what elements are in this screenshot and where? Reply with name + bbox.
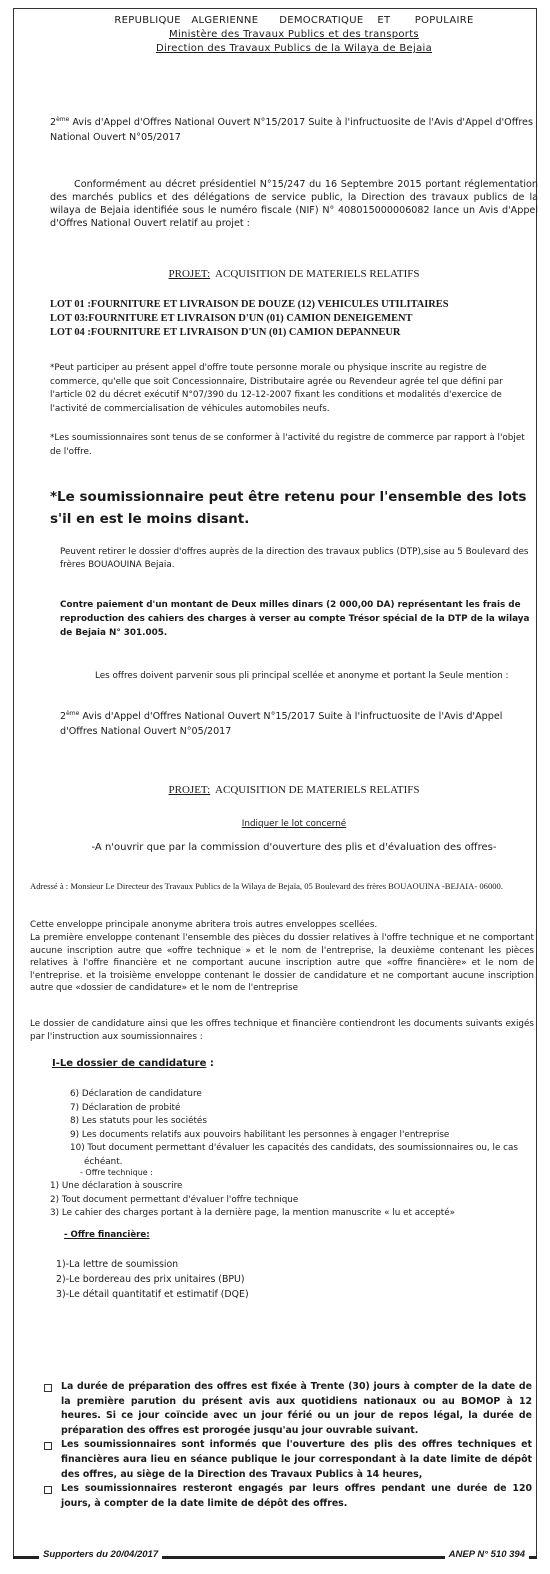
- list-item: 1) Une déclaration à souscrire: [50, 1181, 183, 1191]
- projet-title-2: PROJET: ACQUISITION DE MATERIELS RELATIFS: [168, 784, 420, 796]
- list-item: 1)-La lettre de soumission: [56, 1259, 179, 1270]
- list-item: 6) Déclaration de candidature: [70, 1089, 202, 1099]
- participation-paragraph: *Peut participer au présent appel d'offre toute personne morale ou physique inscrite au registre de commerce, qu'elle que soit Concessionnaire, Distributaire agrée ou Revendeur agrée tel que défini par l'article 02 du décret exécutif N°07/390 du 12-12-2007 fixant les conditions et modalités d'exercice de l'activité de commercialisation de véhicules automobiles neufs.: [50, 363, 503, 414]
- lot-item: LOT 04 :FOURNITURE ET LIVRAISON D'UN (01) CAMION DEPANNEUR: [50, 327, 401, 338]
- enveloppe-line-1: Cette enveloppe principale anonyme abritera trois autres enveloppes scellées.: [30, 920, 378, 930]
- candidature-title: I-Le dossier de candidature :: [52, 1058, 214, 1069]
- page-border: [13, 8, 537, 1558]
- checkbox-bullet-icon: [44, 1384, 52, 1392]
- list-item: 10) Tout document permettant d'évaluer les capacités des candidats, des soumissionnaires ou, le cas échéant.: [70, 1143, 518, 1167]
- list-item: 9) Les documents relatifs aux pouvoirs habilitant les personnes à engager l'entreprise: [70, 1129, 450, 1140]
- avis-title-2: 2ème Avis d'Appel d'Offres National Ouvert N°15/2017 Suite à l'infructuosite de l'Avis d'Appel d'Offres National Ouvert N°05/2017: [60, 710, 503, 738]
- paiement-paragraph: Contre paiement d'un montant de Deux milles dinars (2 000,00 DA) représentant les frais de reproduction des cahiers des charges à verser au compte Trésor spécial de la DTP de la wilaya de Bejaia N° 301.005.: [60, 600, 530, 638]
- candidature-list: [70, 1088, 532, 1169]
- lot-item: LOT 01 :FOURNITURE ET LIVRAISON DE DOUZE (12) VEHICULES UTILITAIRES: [50, 299, 449, 310]
- dossier-intro: Le dossier de candidature ainsi que les offres technique et financière contiendront les documents suivants exigés par l'instruction aux soumissionnaires :: [30, 1019, 534, 1042]
- intro-paragraph: Conformément au décret présidentiel N°15/247 du 16 Septembre 2015 portant réglementation des marchés publics et des délégations de service public, la Direction des travaux publics de la wilaya de Bejaia identifiée sous le numéro fiscale (NIF) N° 408015000006082 lance un Avis d'Appel d'Offres National Ouvert relatif au projet :: [50, 179, 538, 229]
- parvenir-paragraph: Les offres doivent parvenir sous pli principal scellée et anonyme et portant la Seule mention :: [95, 671, 509, 681]
- condition-item: Les soumissionnaires resteront engagés par leurs offres pendant une durée de 120 jours, à compter de la date limite de dépôt des offres.: [44, 1482, 532, 1511]
- ministry-line: Ministère des Travaux Publics et des transports: [169, 29, 419, 40]
- lot-item: LOT 03:FOURNITURE ET LIVRAISON D'UN (01) CAMION DENEIGEMENT: [50, 313, 413, 324]
- projet-title-1: PROJET: ACQUISITION DE MATERIELS RELATIFS: [168, 268, 420, 280]
- financiere-title: - Offre financière:: [64, 1230, 150, 1240]
- list-item: 3)-Le détail quantitatif et estimatif (DQE): [56, 1289, 249, 1300]
- lots-list: [50, 298, 538, 340]
- list-item: 3) Le cahier des charges portant à la dernière page, la mention manuscrite « lu et accepté»: [50, 1208, 456, 1218]
- conditions-list: [44, 1380, 532, 1511]
- retenu-statement: *Le soumissionnaire peut être retenu pour l'ensemble des lots s'il en est le moins disant.: [50, 489, 527, 527]
- list-item: 2)-Le bordereau des prix unitaires (BPU): [56, 1274, 245, 1285]
- condition-item: La durée de préparation des offres est fixée à Trente (30) jours à compter de la date de la première parution du présent avis aux quotidiens nationaux ou au BOMOP à 12 heures. Si ce jour coïncide avec un jour férié ou un jour de repos légal, la durée de préparation des offres est prorogée jusqu'au jour ouvrable suivant.: [44, 1380, 532, 1438]
- retrait-paragraph: Peuvent retirer le dossier d'offres auprès de la direction des travaux publics (DTP),sise au 5 Boulevard des frères BOUAOUINA Bejaia.: [60, 547, 529, 570]
- list-item: 2) Tout document permettant d'évaluer l'offre technique: [50, 1194, 299, 1205]
- condition-item: Les soumissionnaires sont informés que l'ouverture des plis des offres techniques et financières aura lieu en séance publique le jour correspondant à la date limite de dépôt des offres, au siège de la Direction des Travaux Publics à 14 heures,: [44, 1438, 532, 1482]
- indiquer-lot: Indiquer le lot concerné: [241, 819, 347, 829]
- enveloppe-paragraph: La première enveloppe contenant l'ensemble des pièces du dossier relatives à l'offre technique et ne comportant aucune inscription autre que «offre technique » et le nom de l'entreprise, la deuxième contenant les pièces relatives à l'offre financière et ne comportant aucune inscription autre que «offre financière» et le nom de l'entreprise. et la troisième enveloppe contenant le dossier de candidature et ne comportant aucune inscription autre que «dossier de candidature» et le nom de l'entreprise: [30, 933, 534, 993]
- official-header: [50, 14, 538, 56]
- avis-title-1: 2ème Avis d'Appel d'Offres National Ouvert N°15/2017 Suite à l'infructuosite de l'Avis d'Appel d'Offres National Ouvert N°05/2017: [50, 116, 533, 144]
- conformite-paragraph: *Les soumissionnaires sont tenus de se conformer à l'activité du registre de commerce par rapport à l'objet de l'offre.: [50, 433, 525, 457]
- checkbox-bullet-icon: [44, 1442, 52, 1450]
- technique-list: [50, 1180, 534, 1221]
- financiere-list: [56, 1257, 532, 1302]
- list-item: 8) Les statuts pour les sociétés: [70, 1116, 207, 1126]
- adresse-paragraph: Adressé à : Monsieur Le Directeur des Travaux Publics de la Wilaya de Bejaïa, 05 Boulevard des frères BOUAOUINA -BEJAIA- 06000.: [30, 881, 504, 891]
- technique-title: - Offre technique :: [80, 1168, 153, 1177]
- ouvrir-mention: -A n'ouvrir que par la commission d'ouverture des plis et d'évaluation des offres-: [91, 842, 497, 853]
- footer-anep-number: ANEP N° 510 394: [445, 1549, 529, 1560]
- list-item: 7) Déclaration de probité: [70, 1102, 181, 1113]
- footer-bar: [13, 1548, 537, 1566]
- checkbox-bullet-icon: [44, 1486, 52, 1494]
- footer-publication: Supporters du 20/04/2017: [39, 1549, 162, 1560]
- direction-line: Direction des Travaux Publics de la Wilaya de Bejaia: [155, 43, 433, 54]
- republic-line: REPUBLIQUE ALGERIENNE DEMOCRATIQUE ET POPULAIRE: [114, 15, 474, 26]
